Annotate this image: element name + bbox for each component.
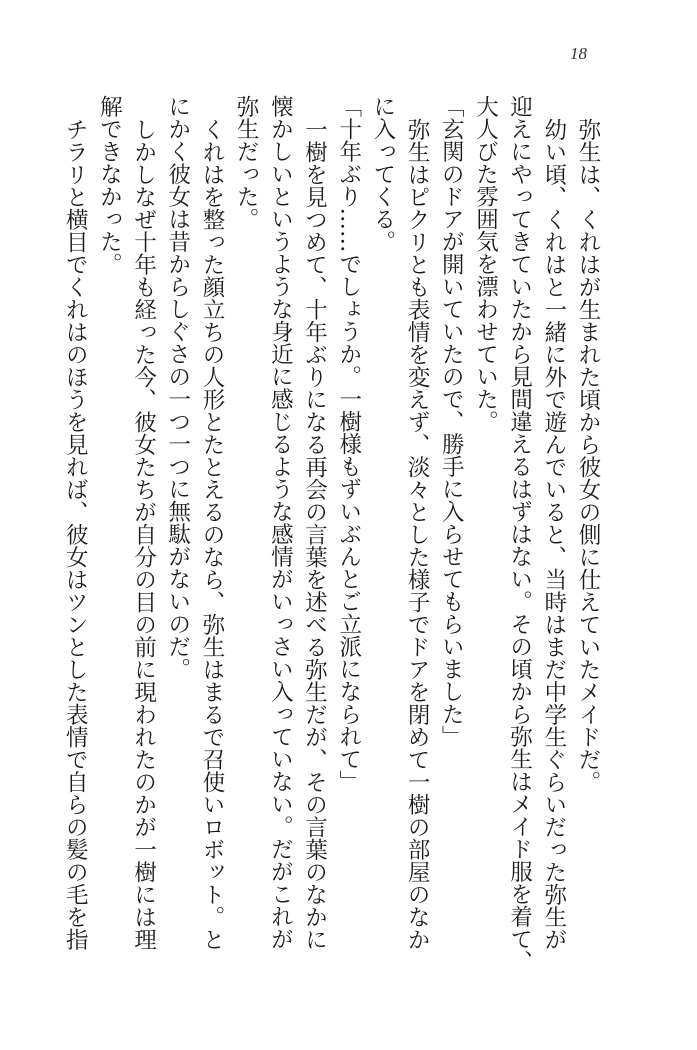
text-column: 解できなかった。 <box>96 95 123 275</box>
text-column: 弥生は、くれはが生まれた頃から彼女の側に仕えていたメイドだ。 <box>575 117 601 793</box>
text-column: 懐かしいというような身近に感じるような感情がいっさい入っていない。だがこれが <box>267 95 294 950</box>
text-column: 幼い頃、くれはと一緒に外で遊んでいると、当時はまだ中学生ぐらいだった弥生が <box>540 117 567 950</box>
text-column: 迎えにやってきていたから見間違えるはずはない。その頃から弥生はメイド服を着て、 <box>506 95 533 973</box>
text-column: チラリと横目でくれはのほうを見れば、彼女はツンとした表情で自らの髪の毛を指 <box>62 117 89 950</box>
text-column: 大人びた雰囲気を漂わせていた。 <box>472 95 499 433</box>
page-number: 18 <box>570 44 587 63</box>
text-column: にかく彼女は昔からしぐさの一つ一つに無駄がないのだ。 <box>164 95 191 680</box>
text-column: 一樹を見つめて、十年ぶりになる再会の言葉を述べる弥生だが、その言葉のなかに <box>301 117 328 950</box>
text-column: しかしなぜ十年も経った今、彼女たちが自分の目の前に現われたのかが一樹には理 <box>130 117 157 950</box>
text-column: 「玄関のドアが開いていたので、勝手に入らせてもらいました」 <box>438 95 465 748</box>
text-column: に入ってくる。 <box>369 95 396 253</box>
text-column: 弥生はピクリとも表情を変えず、淡々とした様子でドアを閉めて一樹の部屋のなか <box>404 117 431 950</box>
text-column: 弥生だった。 <box>233 95 260 230</box>
vertical-text-body <box>58 95 605 973</box>
text-column: 「十年ぶり……でしょうか。一樹様もずいぶんとご立派になられて」 <box>335 95 362 793</box>
text-column: くれはを整った顔立ちの人形とたとえるのなら、弥生はまるで召使いロボット。と <box>198 117 225 950</box>
